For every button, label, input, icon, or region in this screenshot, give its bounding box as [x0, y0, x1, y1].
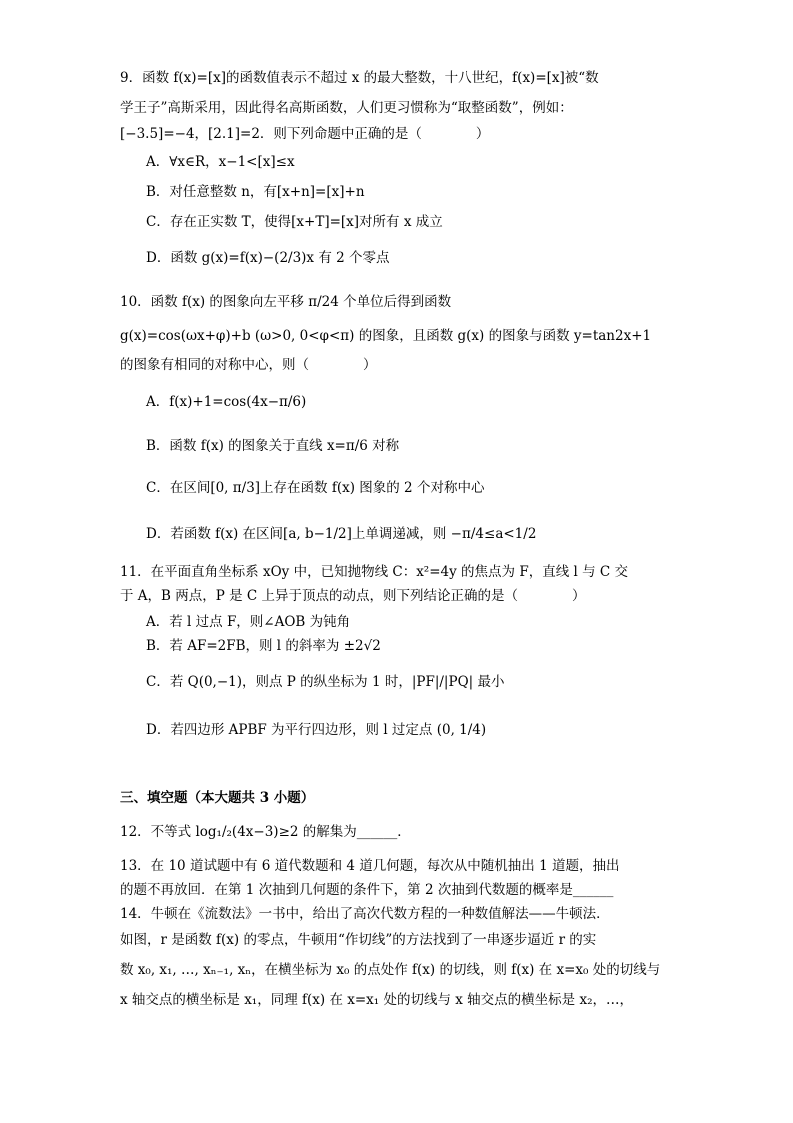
q9-option-d: D．函数 g(x)=f(x)−(2/3)x 有 2 个零点	[146, 250, 390, 266]
q10-stem-line-3: 的图象有相同的对称中心，则（ ）	[120, 357, 377, 373]
section-heading: 三、填空题（本大题共 3 小题）	[120, 790, 315, 806]
q9-option-a: A．∀x∈R，x−1<[x]≤x	[146, 154, 295, 170]
q9-option-c: C．存在正实数 T，使得[x+T]=[x]对所有 x 成立	[146, 214, 443, 230]
q11-stem-line-2: 于 A，B 两点，P 是 C 上异于顶点的动点，则下列结论正确的是（ ）	[120, 588, 586, 604]
q10-option-c: C．在区间[0, π/3]上存在函数 f(x) 图象的 2 个对称中心	[146, 480, 485, 496]
q9-stem-line-1: 9．函数 f(x)=[x]的函数值表示不超过 x 的最大整数，十八世纪，f(x)=[x]被“数	[120, 70, 599, 86]
q13-line-2: 的题不再放回．在第 1 次抽到几何题的条件下，第 2 次抽到代数题的概率是______	[120, 882, 614, 898]
q9-stem-line-3: [−3.5]=−4，[2.1]=2．则下列命题中正确的是（ ）	[120, 126, 490, 142]
q10-option-d: D．若函数 f(x) 在区间[a, b−1/2]上单调递减，则 −π/4≤a<1/2	[146, 526, 537, 542]
q14-line-4: x 轴交点的横坐标是 x₁，同理 f(x) 在 x=x₁ 处的切线与 x 轴交点的横坐标是 x₂，…，	[120, 992, 633, 1008]
q10-option-b: B．函数 f(x) 的图象关于直线 x=π/6 对称	[146, 438, 400, 454]
q14-line-2: 如图，r 是函数 f(x) 的零点，牛顿用“作切线”的方法找到了一串逐步逼近 r 的实	[120, 932, 597, 948]
q14-line-3: 数 x₀, x₁, …, xₙ₋₁, xₙ，在横坐标为 x₀ 的点处作 f(x) 的切线，则 f(x) 在 x=x₀ 处的切线与	[120, 962, 661, 978]
q9-stem-line-2: 学王子”高斯采用，因此得名高斯函数，人们更习惯称为“取整函数”，例如：	[120, 100, 573, 116]
q11-option-a: A．若 l 过点 F，则∠AOB 为钝角	[146, 614, 351, 630]
q11-option-b: B．若 AF=2FB，则 l 的斜率为 ±2√2	[146, 638, 381, 654]
q14-line-1: 14．牛顿在《流数法》一书中，给出了高次代数方程的一种数值解法——牛顿法．	[120, 906, 610, 922]
q10-stem-line-2: g(x)=cos(ωx+φ)+b (ω>0, 0<φ<π) 的图象，且函数 g(x) 的图象与函数 y=tan2x+1	[120, 328, 652, 344]
q11-option-d: D．若四边形 APBF 为平行四边形，则 l 过定点 (0, 1/4)	[146, 722, 487, 738]
q13-line-1: 13．在 10 道试题中有 6 道代数题和 4 道几何题，每次从中随机抽出 1 道题，抽出	[120, 858, 620, 874]
q10-stem-line-1: 10．函数 f(x) 的图象向左平移 π/24 个单位后得到函数	[120, 294, 452, 310]
q12-text: 12．不等式 log₁/₂(4x−3)≥2 的解集为______．	[120, 824, 411, 840]
q11-stem-line-1: 11．在平面直角坐标系 xOy 中，已知抛物线 C：x²=4y 的焦点为 F，直线 l 与 C 交	[120, 564, 629, 580]
q9-option-b: B．对任意整数 n，有[x+n]=[x]+n	[146, 184, 365, 200]
q11-option-c: C．若 Q(0,−1)，则点 P 的纵坐标为 1 时，|PF|/|PQ| 最小	[146, 674, 505, 690]
q10-option-a: A．f(x)+1=cos(4x−π/6)	[146, 394, 307, 410]
